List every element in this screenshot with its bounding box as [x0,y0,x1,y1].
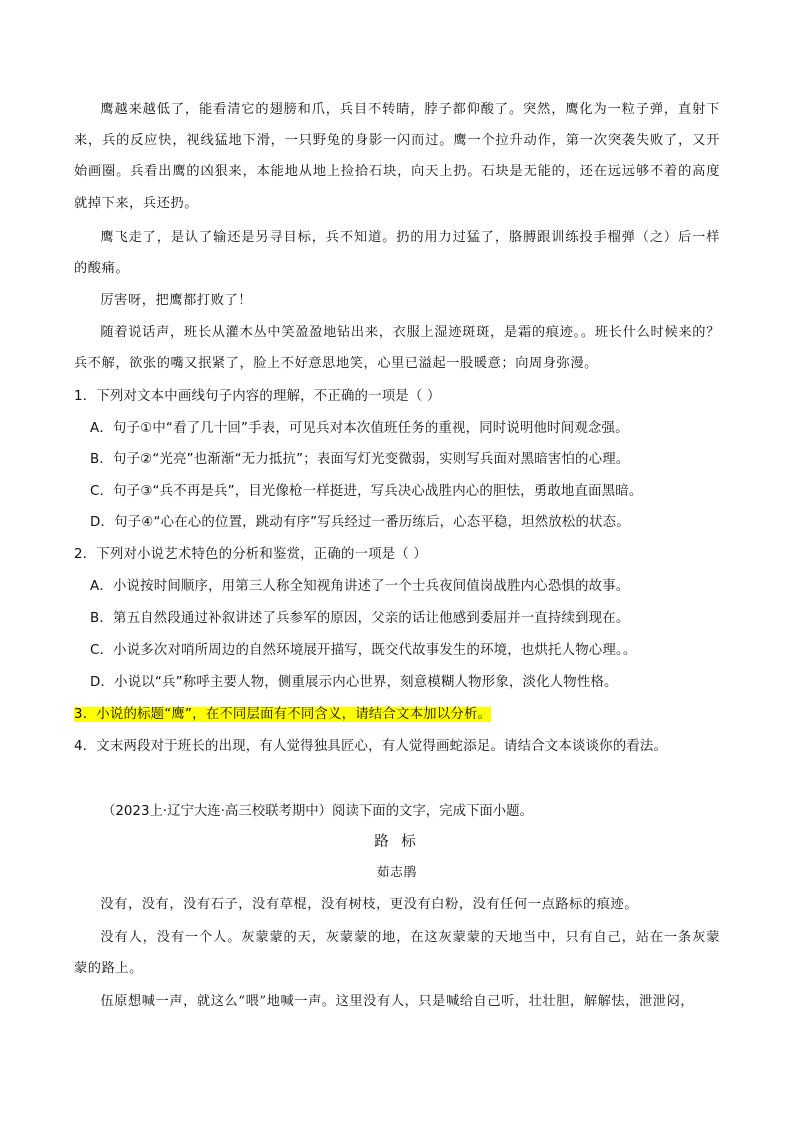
question-4: 4．文末两段对于班长的出现，有人觉得独具匠心，有人觉得画蛇添足。请结合文本谈谈你的看法。 [74,739,668,754]
question-2-option-c: C．小说多次对哨所周边的自然环境展开描写，既交代故事发生的环境，也烘托人物心理。。 [90,643,637,658]
question-1-option-c: C．句子③“兵不再是兵”，目光像枪一样挺进，写兵决心战胜内心的胆怯，勇敢地直面黑暗。 [90,484,643,499]
question-2-stem: 2．下列对小说艺术特色的分析和鉴赏，正确的一项是（ ） [74,547,427,562]
question-1-option-a: A．句子①中“看了几十回”手表，可见兵对本次值班任务的重视，同时说明他时间观念强。 [90,421,629,436]
passage2-paragraph-1: 没有，没有，没有石子，没有草棍，没有树枝，更没有白粉，没有任何一点路标的痕迹。 [100,897,639,912]
passage1-paragraph-4: 随着说话声，班长从灌木丛中笑盈盈地钻出来，衣服上湿迹斑斑，是霜的痕迹。。班长什么时候来的？兵不解，欲张的嘴又抿紧了，脸上不好意思地笑，心里已溢起一股暖意；向周身弥漫。 [74,325,720,372]
question-2-option-a: A．小说按时间顺序，用第三人称全知视角讲述了一个士兵夜间值岗战胜内心恐惧的故事。 [90,579,630,594]
highlighted-question-3: 3．小说的标题“鹰”，在不同层面有不同含义，请结合文本加以分析。 [74,707,492,722]
passage2-title: 路 标 [374,834,420,850]
passage2-author: 茹志鹃 [376,864,418,879]
passage1-paragraph-2: 鹰飞走了，是认了输还是另寻目标，兵不知道。扔的用力过猛了，胳膊跟训练投手榴弹（之）后一样的酸痛。 [74,230,720,277]
passage1-paragraph-3: 厉害呀，把鹰都打败了！ [100,293,253,308]
question-2-option-b: B．第五自然段通过补叙讲述了兵参军的原因，父亲的话让他感到委屈并一直持续到现在。 [90,611,630,626]
question-1-stem: 1．下列对文本中画线句子内容的理解，不正确的一项是（ ） [74,389,441,404]
passage2-source: （2023上·辽宁大连·高三校联考期中）阅读下面的文字，完成下面小题。 [102,804,533,819]
passage2-paragraph-2: 没有人，没有一个人。灰蒙蒙的天，灰蒙蒙的地，在这灰蒙蒙的天地当中，只有自己，站在一条灰蒙蒙的路上。 [74,930,720,977]
question-1-option-d: D．句子④“心在心的位置，跳动有序”写兵经过一番历练后，心态平稳，坦然放松的状态。 [90,515,630,530]
question-1-option-b: B．句子②“光亮”也渐渐“无力抵抗”；表面写灯光变微弱，实则写兵面对黑暗害怕的心理。 [90,452,630,467]
passage2-paragraph-3: 伍原想喊一声，就这么“喂”地喊一声。这里没有人，只是喊给自己听，壮壮胆，解解怯，泄泄闷， [100,994,695,1009]
question-2-option-d: D．小说以“兵”称呼主要人物，侧重展示内心世界，刻意模糊人物形象，淡化人物性格。 [90,675,618,690]
question-3 [74,699,724,731]
passage1-paragraph-1: 鹰越来越低了，能看清它的翅膀和爪，兵目不转睛，脖子都仰酸了。突然，鹰化为一粒子弹，直射下来，兵的反应快，视线猛地下滑，一只野兔的身影一闪而过。鹰一个拉升动作，第一次突袭失败了，又开始画圈。兵看出鹰的凶狠来，本能地从地上捡拾石块，向天上扔。石块是无能的，还在远远够不着的高度就掉下来，兵还扔。 [74,102,720,211]
